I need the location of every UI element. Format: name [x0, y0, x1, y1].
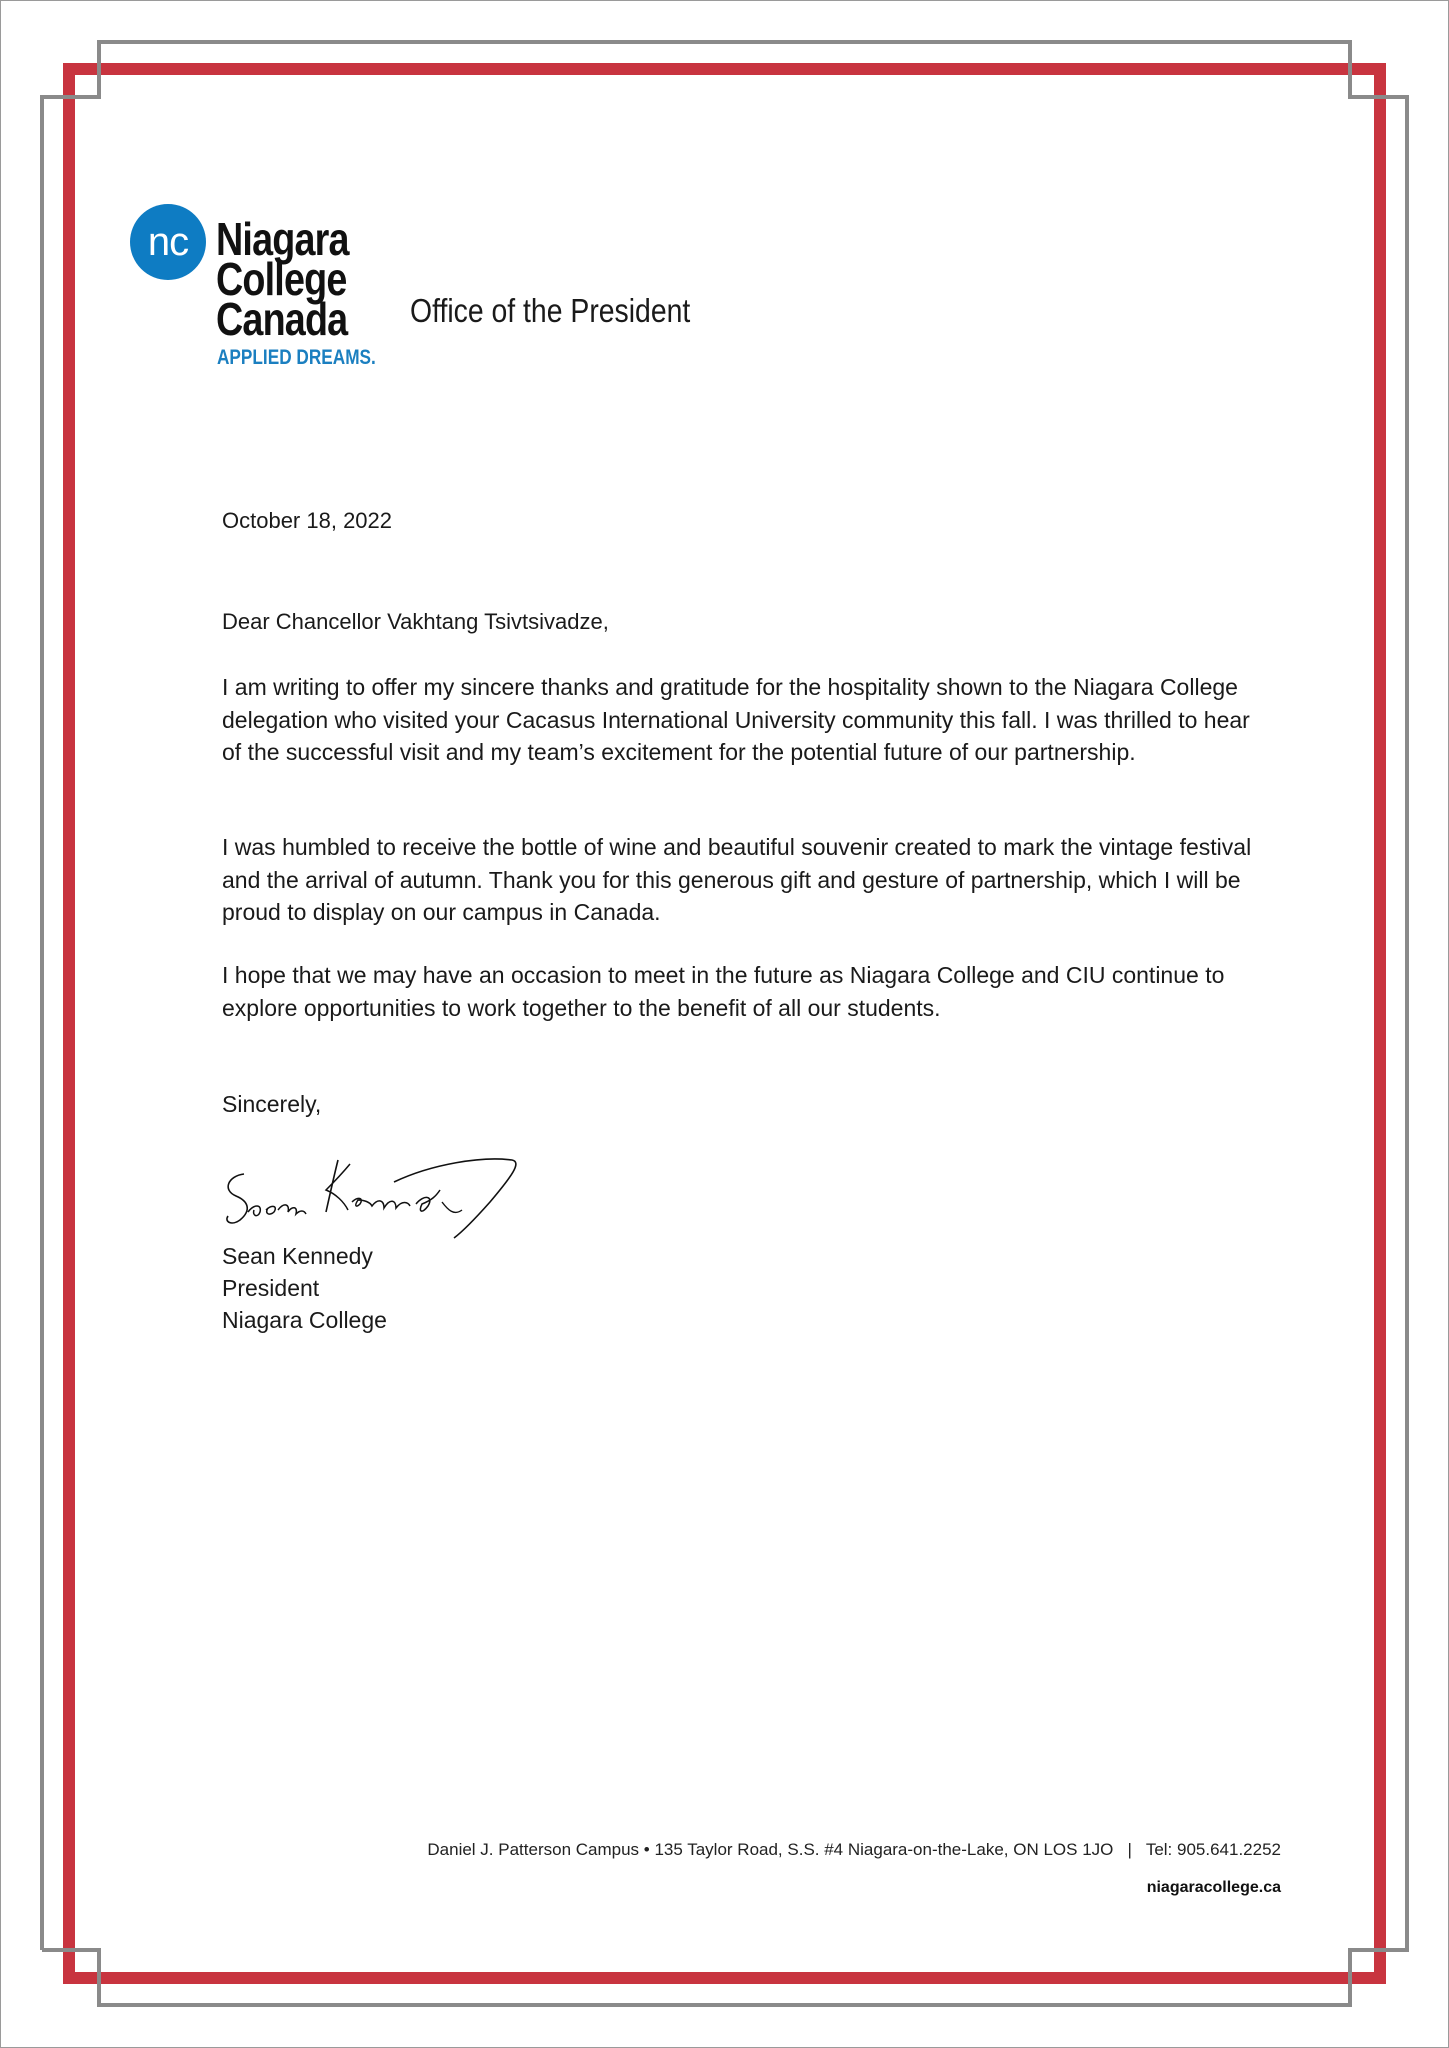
logo-wordmark-line-3: Canada	[216, 293, 348, 345]
letter-salutation: Dear Chancellor Vakhtang Tsivtsivadze,	[222, 609, 609, 634]
letter-closing: Sincerely,	[222, 1091, 322, 1117]
footer-website-link[interactable]: niagaracollege.ca	[1146, 1879, 1281, 1896]
letter-paragraph-1: I am writing to offer my sincere thanks and gratitude for the hospitality shown to the Niagara College delegation who visited your Cacasus International University community this fall. I was thrilled to hear of the successful visit and my team’s excitement for the potential future of our partnership.	[222, 674, 1250, 765]
signer-organization: Niagara College	[222, 1307, 387, 1333]
office-title: Office of the President	[410, 292, 691, 329]
signer-name: Sean Kennedy	[222, 1243, 373, 1269]
letter-date: October 18, 2022	[222, 508, 393, 533]
logo-badge: nc	[130, 204, 206, 280]
footer-address: Daniel J. Patterson Campus • 135 Taylor Road, S.S. #4 Niagara-on-the-Lake, ON LOS 1JO | Tel: 905.641.2252	[427, 1840, 1281, 1859]
handwritten-signature	[222, 1146, 522, 1242]
letter-paragraph-3: I hope that we may have an occasion to meet in the future as Niagara College and CIU continue to explore opportunities to work together to the benefit of all our students.	[222, 962, 1225, 1021]
logo-wordmark-line-1: Niagara	[216, 213, 349, 265]
college-logo	[126, 200, 376, 370]
logo-wordmark-line-2: College	[216, 253, 347, 305]
logo-tagline: APPLIED DREAMS.	[217, 346, 376, 369]
letter-paragraph-2: I was humbled to receive the bottle of wine and beautiful souvenir created to mark the vintage festival and the arrival of autumn. Thank you for this generous gift and gesture of partnership, which I will be proud to display on our campus in Canada.	[222, 834, 1252, 925]
signer-title: President	[222, 1275, 320, 1301]
signer-block	[222, 1240, 387, 1336]
